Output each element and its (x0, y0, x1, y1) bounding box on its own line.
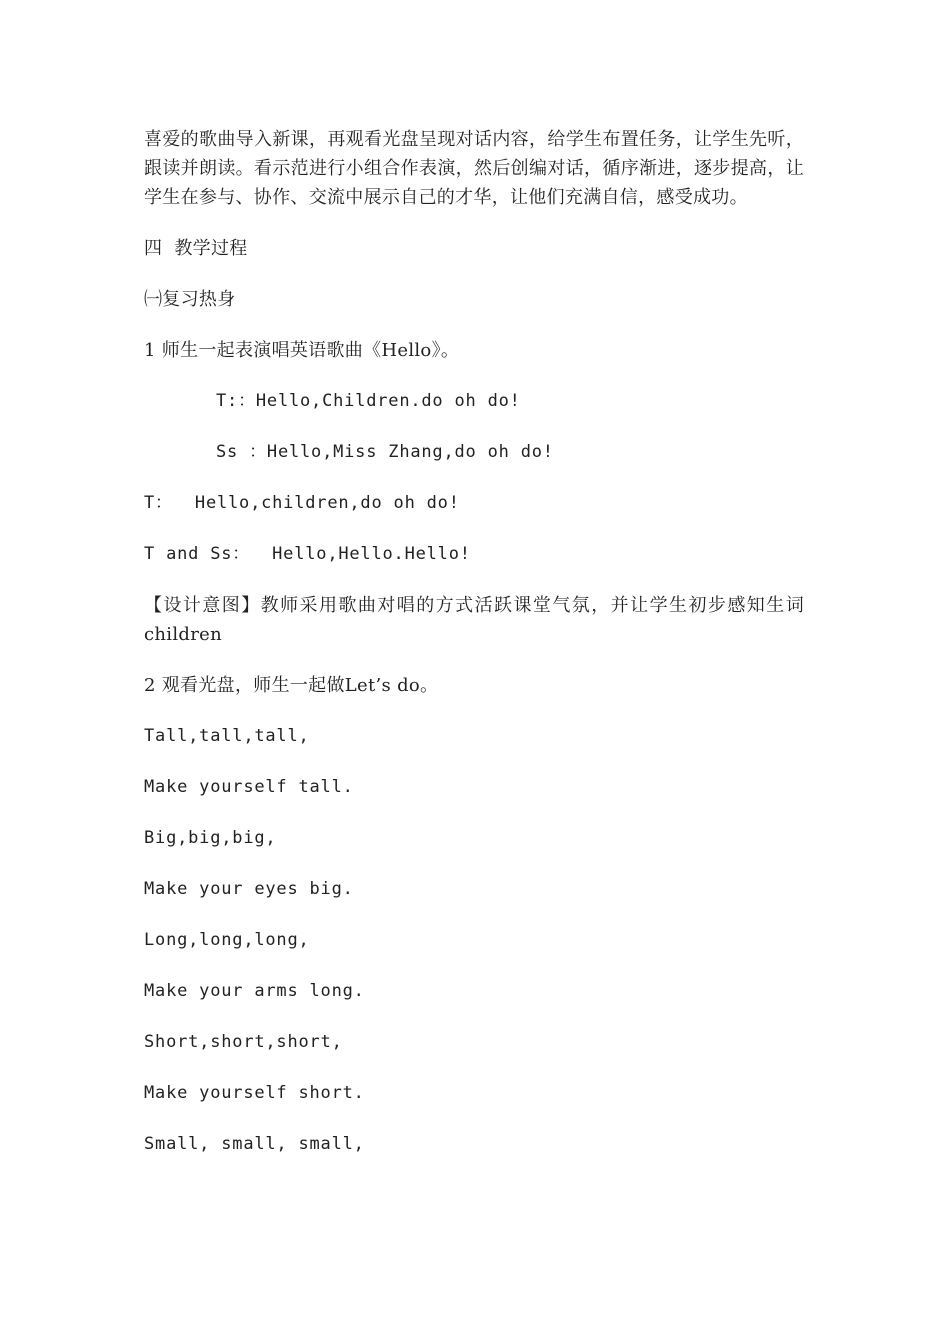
step-1-text (144, 336, 804, 365)
dialogue-line-together: T and Ss： Hello,Hello.Hello! (144, 544, 471, 564)
document-body (144, 125, 804, 1159)
step-1-label: 1 师生一起表演唱英语歌曲《Hello》。 (144, 340, 460, 361)
section-heading: 四 教学过程 (144, 238, 248, 259)
chant-line: Big,big,big, (144, 828, 277, 848)
chant-line: Make yourself short. (144, 1083, 365, 1103)
dialogue-line-teacher-2: T： Hello,children,do oh do! (144, 493, 460, 513)
chant-line: Make your eyes big. (144, 879, 354, 899)
chant-line: Tall,tall,tall, (144, 726, 310, 746)
step-2-text: 2 观看光盘，师生一起做Let’s do。 (144, 675, 439, 696)
design-intent-paragraph: 【设计意图】教师采用歌曲对唱的方式活跃课堂气氛，并让学生初步感知生词children (144, 595, 804, 645)
chant-line: Small, small, small, (144, 1134, 365, 1154)
dialogue-line-teacher: T:：Hello,Children.do oh do! (216, 391, 521, 411)
subsection-heading: ㈠复习热身 (144, 289, 236, 310)
intro-paragraph: 喜爱的歌曲导入新课，再观看光盘呈现对话内容，给学生布置任务，让学生先听，跟读并朗读。看示范进行小组合作表演，然后创编对话，循序渐进，逐步提高，让学生在参与、协作、交流中展示自己的才华，让他们充满自信，感受成功。 (144, 129, 804, 208)
chant-line: Long,long,long, (144, 930, 310, 950)
dialogue-line-students: Ss ：Hello,Miss Zhang,do oh do! (216, 442, 554, 462)
chant-line: Short,short,short, (144, 1032, 343, 1052)
chant-line: Make yourself tall. (144, 777, 354, 797)
chant-line: Make your arms long. (144, 981, 365, 1001)
